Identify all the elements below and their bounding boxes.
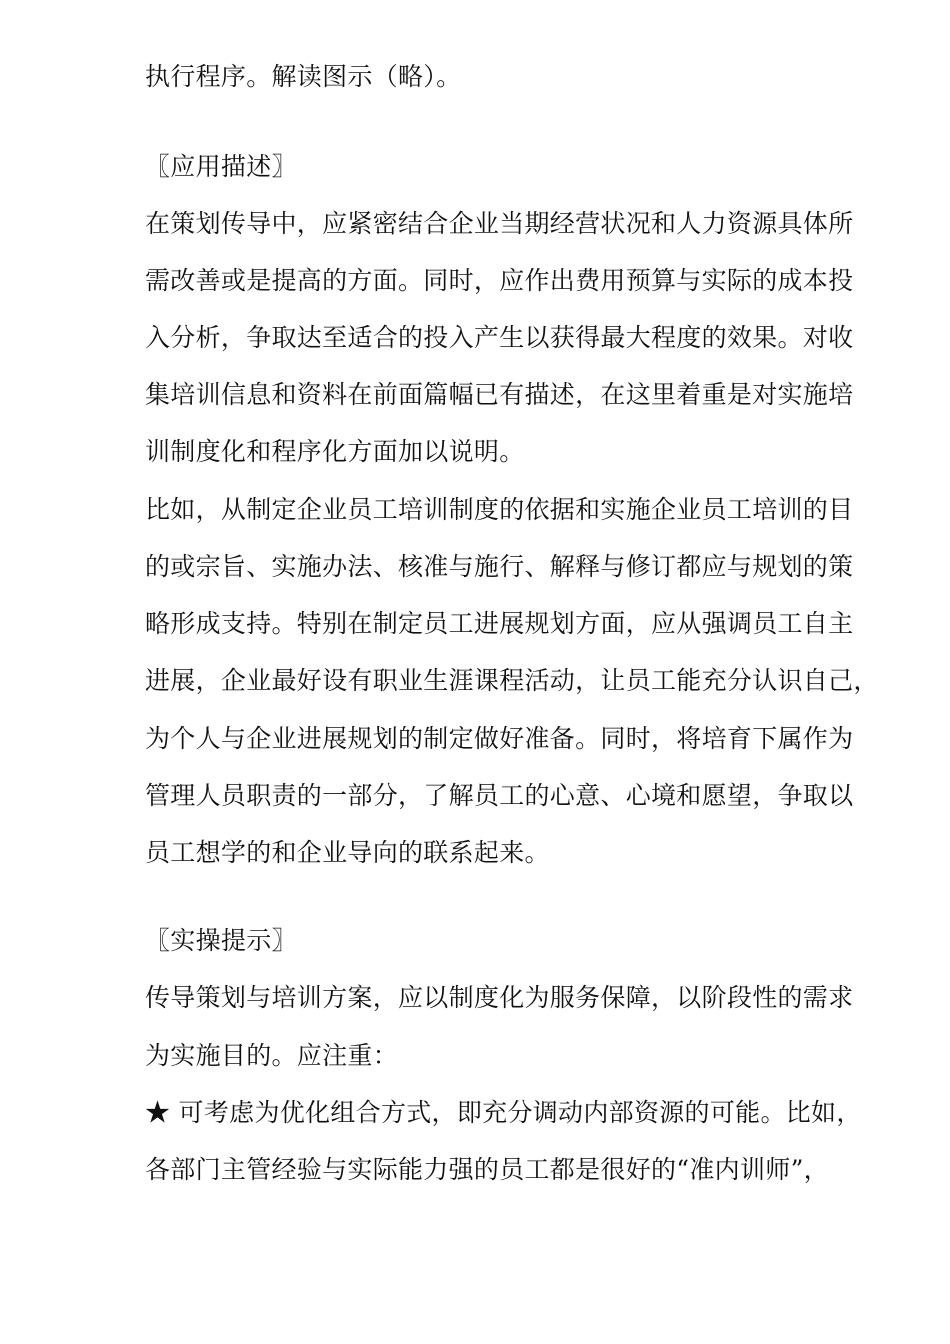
paragraph-line: 比如，从制定企业员工培训制度的依据和实施企业员工培训的目 [145, 495, 854, 524]
paragraph-line: 进展，企业最好设有职业生涯课程活动，让员工能充分认识自己， [145, 666, 879, 695]
paragraph-line: 集培训信息和资料在前面篇幅已有描述，在这里着重是对实施培 [145, 380, 854, 409]
intro-line: 执行程序。解读图示（略）。 [145, 62, 462, 91]
paragraph-line: 训制度化和程序化方面加以说明。 [145, 437, 525, 466]
paragraph-line: 员工想学的和企业导向的联系起来。 [145, 838, 550, 867]
paragraph-line: 管理人员职责的一部分，了解员工的心意、心境和愿望，争取以 [145, 781, 854, 810]
paragraph-line: 传导策划与培训方案，应以制度化为服务保障，以阶段性的需求 [145, 983, 854, 1012]
paragraph-line: 为个人与企业进展规划的制定做好准备。同时，将培育下属作为 [145, 724, 854, 753]
bullet-line: ★ 可考虑为优化组合方式，即充分调动内部资源的可能。比如， [145, 1098, 862, 1127]
section-heading-application: 〖应用描述〗 [145, 152, 297, 181]
paragraph-line: 入分析，争取达至适合的投入产生以获得最大程度的效果。对收 [145, 323, 854, 352]
paragraph-line: 略形成支持。特别在制定员工进展规划方面，应从强调员工自主 [145, 609, 854, 638]
bullet-line: 各部门主管经验与实际能力强的员工都是很好的“准内训师”， [145, 1155, 829, 1184]
paragraph-line: 需改善或是提高的方面。同时，应作出费用预算与实际的成本投 [145, 266, 854, 295]
paragraph-line: 为实施目的。应注重： [145, 1041, 399, 1070]
paragraph-line: 在策划传导中，应紧密结合企业当期经营状况和人力资源具体所 [145, 209, 854, 238]
section-heading-practice: 〖实操提示〗 [145, 926, 297, 955]
paragraph-line: 的或宗旨、实施办法、核准与施行、解释与修订都应与规划的策 [145, 552, 854, 581]
